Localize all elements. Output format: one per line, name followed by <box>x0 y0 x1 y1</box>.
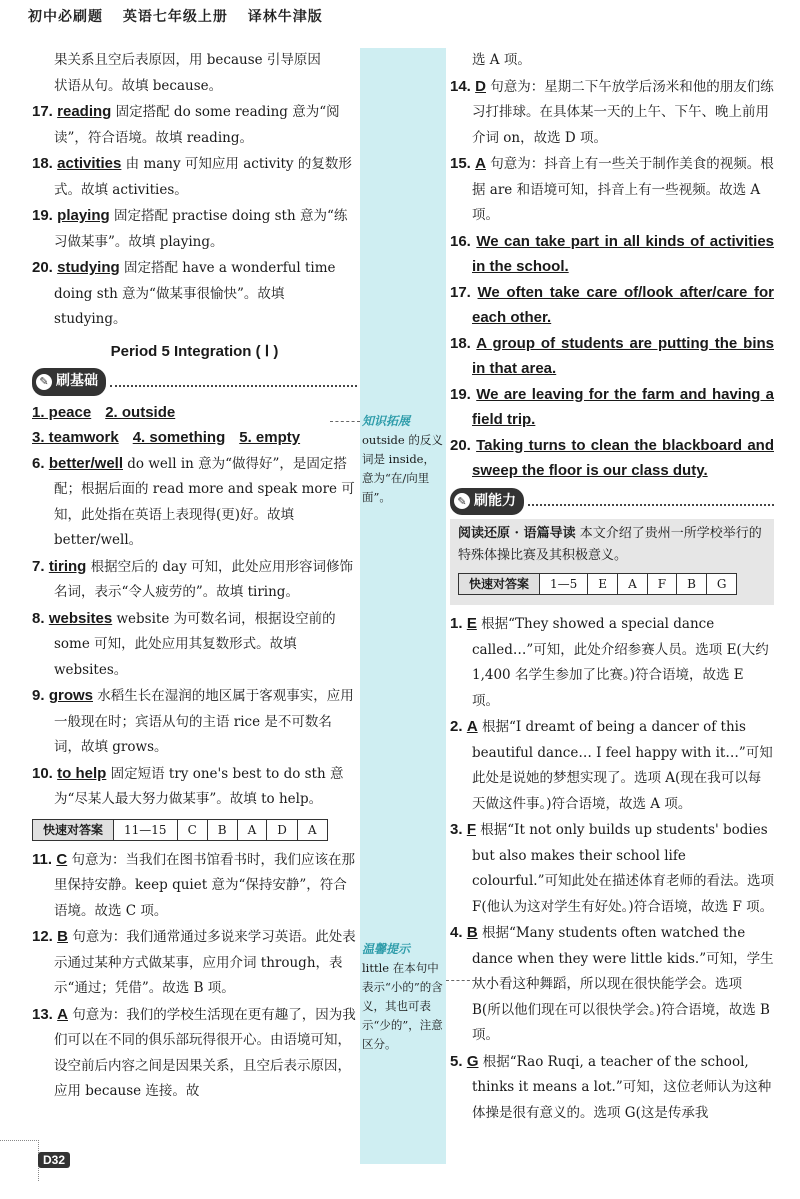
answer-item <box>450 74 774 152</box>
item-explanation: 水稻生长在湿润的地区属于客观事实，应用一般现在时；宾语从句的主语 rice 是不可数名词，故填 grows。 <box>54 688 354 755</box>
lead-line: 选 A 项。 <box>472 52 531 68</box>
answer-item <box>450 817 774 920</box>
quick-answer-cell: A <box>238 820 268 840</box>
section-basic <box>32 368 357 396</box>
item-answer: playing <box>57 207 110 224</box>
knowledge-note-text: outside 的反义词是 inside，意为“在/向里面”。 <box>362 433 443 504</box>
page-header <box>28 6 337 26</box>
item-answer: studying <box>57 259 120 276</box>
answer-item <box>450 920 774 1049</box>
item-number: 20. <box>450 436 471 454</box>
quick-answer-cell: A <box>618 574 648 594</box>
answer-item <box>32 99 357 151</box>
pencil-icon: ✎ <box>454 493 470 509</box>
answer-item <box>32 203 357 255</box>
answer-item <box>32 151 357 203</box>
item-explanation: website 为可数名词，根据设空前的 some 可知，此处应用其复数形式。故填 websites。 <box>54 610 336 678</box>
badge-ability <box>450 488 524 516</box>
answer-item <box>32 554 357 606</box>
intro-line: 果关系且空后表原因，用 because 引导原因 <box>54 52 321 68</box>
item-explanation: 根据“Rao Ruqi, a teacher of the school, thinks it means a lot.”可知，这位老师认为这种体操是很有意义的。选项 G(这是传承我 <box>472 1053 772 1121</box>
page-number: D32 <box>38 1152 70 1168</box>
simple-answers-row <box>32 425 357 451</box>
item-answer: tiring <box>48 557 87 575</box>
quick-answer-cell: G <box>716 577 727 591</box>
answer-item <box>450 714 774 817</box>
item-number: 15. <box>450 155 471 172</box>
answer-item <box>32 606 357 684</box>
item-answer: B <box>57 928 68 945</box>
knowledge-note <box>362 412 444 507</box>
quick-answer-table <box>458 573 737 595</box>
item-answer: to help <box>57 764 107 782</box>
badge-ability-label: 刷能力 <box>474 492 516 509</box>
item-answer: Taking turns to clean the blackboard and sweep the floor is our class duty. <box>472 436 774 479</box>
item-answer: grows <box>48 687 93 704</box>
answer-item <box>450 1049 774 1127</box>
item-explanation: 固定搭配 do some reading 意为“阅读”，符合语境。故填 reading。 <box>54 104 340 146</box>
pencil-icon: ✎ <box>36 374 52 390</box>
simple-answer: 4. something <box>132 429 226 446</box>
item-answer: A group of students are putting the bins in that area. <box>472 334 774 377</box>
reading-guide-title: 阅读还原 · 语篇导读 <box>458 526 576 541</box>
knowledge-note-title: 知识拓展 <box>362 414 411 428</box>
simple-answer: 3. teamwork <box>32 429 119 446</box>
item-number: 5. <box>450 1052 463 1070</box>
header-book: 初中必刷题 <box>28 9 103 25</box>
item-answer: F <box>466 821 476 838</box>
item-explanation: 根据“Many students often watched the dance when they were little kids.”可知，学生从小看这种舞蹈，所以现在很快能学会。选项 B(所以他们现在可以很快学会。)符合语境，故选 B 项。 <box>472 925 774 1043</box>
badge-basic <box>32 368 106 396</box>
badge-basic-label: 刷基础 <box>56 373 98 389</box>
item-explanation: 根据“It not only builds up students' bodies but also makes their school life colourful.”可知此处在描述体育老师的看法。选项 F(他认为这对学生有好处。)符合语境，故选 F 项。 <box>472 822 774 915</box>
corner-mark <box>0 1140 39 1181</box>
section-ability <box>450 488 774 516</box>
item-explanation: 固定短语 try one's best to do sth 意为“尽某人最大努力做某事”。故填 to help。 <box>54 765 344 807</box>
item-number: 13. <box>32 1005 53 1023</box>
quick-answer-label: 快速对答案 <box>459 574 540 594</box>
quick-answer-label: 快速对答案 <box>33 820 114 840</box>
item-number: 17. <box>32 103 53 120</box>
item-answer: activities <box>57 155 122 172</box>
sentence-answer <box>450 382 774 433</box>
simple-answer: 5. empty <box>239 429 301 446</box>
item-answer: reading <box>57 103 112 120</box>
simple-answers-row <box>32 400 357 426</box>
simple-answer: 2. outside <box>105 403 176 421</box>
sentence-answer <box>450 229 774 280</box>
item-number: 17. <box>450 283 471 301</box>
item-answer: E <box>466 615 477 632</box>
quick-answer-cell: 11—15 <box>114 820 178 840</box>
item-number: 9. <box>32 687 45 704</box>
period-title: Period 5 Integration ( Ⅰ ) <box>110 342 279 360</box>
sentence-answer <box>450 280 774 331</box>
answer-item <box>32 1002 357 1105</box>
quick-answer-table <box>32 819 328 841</box>
item-answer: B <box>466 924 478 941</box>
quick-answer-cell: E <box>588 574 618 594</box>
item-answer: We can take part in all kinds of activities in the school. <box>472 232 774 275</box>
item-number: 11. <box>32 850 53 868</box>
dotted-divider <box>110 377 357 387</box>
simple-answer: 1. peace <box>32 403 92 421</box>
item-number: 19. <box>450 385 471 403</box>
tip-note-text: little 在本句中表示“小的”的含义，其也可表示“少的”，注意区分。 <box>362 961 443 1051</box>
quick-answer-cell: D <box>267 820 298 840</box>
right-column <box>450 48 774 1126</box>
item-number: 18. <box>450 334 471 352</box>
item-number: 20. <box>32 259 53 276</box>
header-subject: 英语七年级上册 <box>122 9 228 25</box>
quick-answer-cell: A <box>307 822 317 837</box>
item-explanation: 句意为：星期二下午放学后汤米和他的朋友们练习打排球。在具体某一天的上午、下午、晚上前用介词 on，故选 D 项。 <box>472 78 774 146</box>
item-explanation: 固定搭配 practise doing sth 意为“练习做某事”。故填 playing。 <box>54 208 348 250</box>
item-number: 18. <box>32 155 53 172</box>
quick-answer-cell: C <box>178 820 208 840</box>
item-explanation: 句意为：我们通常通过多说来学习英语。此处表示通过某种方式做某事，应用介词 through，表示“通过；凭借”。故选 B 项。 <box>54 929 356 996</box>
answer-item <box>32 451 357 554</box>
item-explanation: 句意为：当我们在图书馆看书时，我们应该在那里保持安静。keep quiet 意为“保持安静”，符合语境。故选 C 项。 <box>54 851 355 919</box>
item-explanation: 句意为：我们的学校生活现在更有趣了，因为我们可以在不同的俱乐部玩得很开心。由语境可知，设空前后内容之间是因果关系，且空后表示原因，应用 because 连接。故 <box>54 1006 356 1099</box>
item-answer: C <box>56 850 68 868</box>
item-explanation: 句意为：抖音上有一些关于制作美食的视频。根据 are 和语境可知，抖音上有一些视频。故选 A 项。 <box>472 156 774 223</box>
sentence-answer <box>450 433 774 484</box>
tip-note-title: 温馨提示 <box>362 942 411 956</box>
item-number: 6. <box>32 454 45 472</box>
item-number: 2. <box>450 718 463 735</box>
item-number: 1. <box>450 615 463 632</box>
answer-item <box>32 255 357 333</box>
sentence-answer <box>450 331 774 382</box>
answer-item <box>32 847 357 925</box>
answer-item <box>32 683 357 761</box>
item-explanation: 根据空后的 day 可知，此处应用形容词修饰名词，表示“令人疲劳的”。故填 tiring。 <box>54 558 354 600</box>
answer-item <box>32 761 357 813</box>
quick-answer-cell: B <box>208 820 238 840</box>
note-pointer <box>330 421 360 422</box>
item-answer: G <box>466 1052 479 1070</box>
item-number: 16. <box>450 232 471 250</box>
item-answer: We often take care of/look after/care for each other. <box>472 283 774 326</box>
item-answer: websites <box>48 609 113 627</box>
item-number: 10. <box>32 764 53 782</box>
item-number: 14. <box>450 77 471 95</box>
item-number: 12. <box>32 928 53 945</box>
item-number: 8. <box>32 609 45 627</box>
tip-note <box>362 940 444 1054</box>
quick-answer-cell: B <box>677 574 707 594</box>
item-answer: We are leaving for the farm and having a field trip. <box>472 385 774 428</box>
item-answer: D <box>475 77 486 95</box>
header-edition: 译林牛津版 <box>247 9 323 25</box>
quick-answer-cell: F <box>648 574 677 594</box>
intro-line: 状语从句。故填 because。 <box>54 77 223 94</box>
item-explanation: 根据“They showed a special dance called…”可知，此处介绍参赛人员。选项 E(大约 1,400 名学生参加了比赛。)符合语境，故选 E 项。 <box>472 616 769 709</box>
item-explanation: do well in 意为“做得好”，是固定搭配；根据后面的 read more and speak more 可知，此处指在英语上表现得(更)好。故填 better/well。 <box>54 455 355 548</box>
item-answer: better/well <box>48 454 123 472</box>
quick-answer-cell: 1—5 <box>540 574 588 594</box>
item-number: 19. <box>32 207 53 224</box>
reading-guide-text: 本文介绍了贵州一所学校举行的特殊体操比赛及其积极意义。 <box>458 526 762 563</box>
answer-item <box>32 924 357 1002</box>
item-answer: A <box>57 1005 68 1023</box>
item-answer: A <box>475 155 486 172</box>
left-column <box>32 48 357 1105</box>
answer-item <box>450 151 774 229</box>
reading-guide <box>450 519 774 605</box>
item-explanation: 由 many 可知应用 activity 的复数形式。故填 activities。 <box>54 156 352 198</box>
dotted-divider <box>528 496 774 506</box>
item-number: 3. <box>450 821 463 838</box>
item-number: 4. <box>450 924 463 941</box>
item-answer: A <box>466 718 478 735</box>
item-explanation: 固定搭配 have a wonderful time doing sth 意为“做某事很愉快”。故填 studying。 <box>54 260 336 327</box>
answer-item <box>450 611 774 714</box>
item-number: 7. <box>32 557 45 575</box>
item-explanation: 根据“I dreamt of being a dancer of this beautiful dance… I feel happy with it…”可知此处是说她的梦想实现了。选项 A(现在我可以每天做这件事。)符合语境，故选 A 项。 <box>472 719 773 812</box>
